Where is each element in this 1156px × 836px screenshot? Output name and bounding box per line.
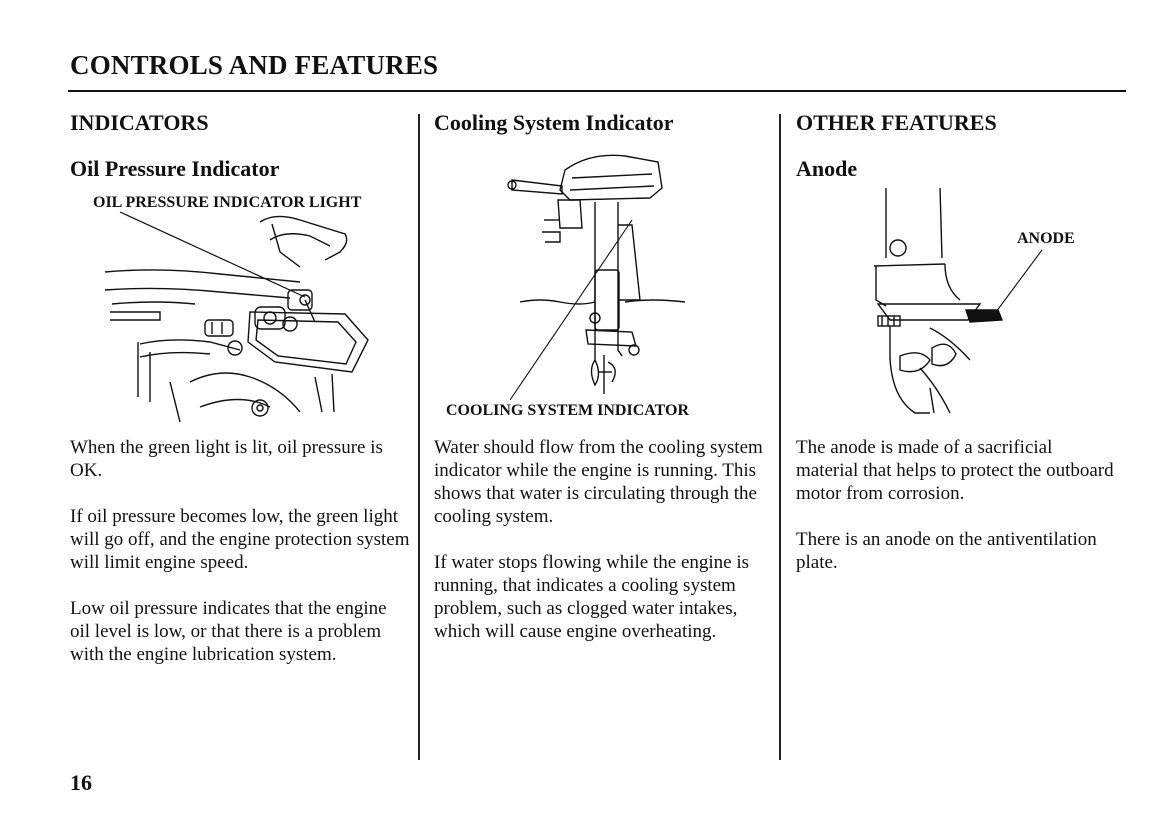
anode-paragraph-1: The anode is made of a sacrificial material that helps to protect the outboard motor from corrosion. bbox=[796, 437, 1114, 504]
cooling-figure bbox=[500, 150, 700, 400]
column-divider-1 bbox=[418, 114, 420, 760]
cooling-text bbox=[434, 436, 764, 643]
cooling-heading: Cooling System Indicator bbox=[434, 110, 674, 135]
page-header: CONTROLS AND FEATURES bbox=[70, 50, 439, 80]
indicators-column bbox=[70, 110, 410, 136]
other-features-column bbox=[796, 110, 1116, 136]
cooling-paragraph-2: If water stops flowing while the engine is running, that indicates a cooling system problem, such as clogged water intakes, which will cause engine overheating. bbox=[434, 552, 750, 642]
cooling-paragraph-1: Water should flow from the cooling system indicator while the engine is running. This shows that water is circulating through the cooling system. bbox=[434, 437, 763, 527]
anode-paragraph-2: There is an anode on the antiventilation plate. bbox=[796, 529, 1097, 573]
indicators-heading: INDICATORS bbox=[70, 110, 209, 135]
column-divider-2 bbox=[779, 114, 781, 760]
anode-subheading: Anode bbox=[796, 156, 858, 181]
oil-pressure-paragraph-2: If oil pressure becomes low, the green light will go off, and the engine protection system will limit engine speed. bbox=[70, 506, 410, 573]
header-rule bbox=[68, 90, 1126, 92]
other-features-heading: OTHER FEATURES bbox=[796, 110, 997, 135]
cooling-callout: COOLING SYSTEM INDICATOR bbox=[446, 402, 690, 419]
cooling-column bbox=[434, 110, 764, 136]
oil-pressure-figure bbox=[100, 212, 400, 424]
oil-pressure-text bbox=[70, 436, 410, 666]
oil-pressure-subheading: Oil Pressure Indicator bbox=[70, 156, 280, 181]
oil-pressure-callout: OIL PRESSURE INDICATOR LIGHT bbox=[93, 194, 362, 211]
oil-pressure-paragraph-3: Low oil pressure indicates that the engine oil level is low, or that there is a problem with the engine lubrication system. bbox=[70, 598, 387, 665]
anode-figure bbox=[870, 188, 1100, 420]
anode-callout: ANODE bbox=[1017, 230, 1075, 247]
oil-pressure-paragraph-1: When the green light is lit, oil pressure is OK. bbox=[70, 437, 383, 481]
page-number: 16 bbox=[70, 770, 92, 795]
anode-text bbox=[796, 436, 1116, 574]
